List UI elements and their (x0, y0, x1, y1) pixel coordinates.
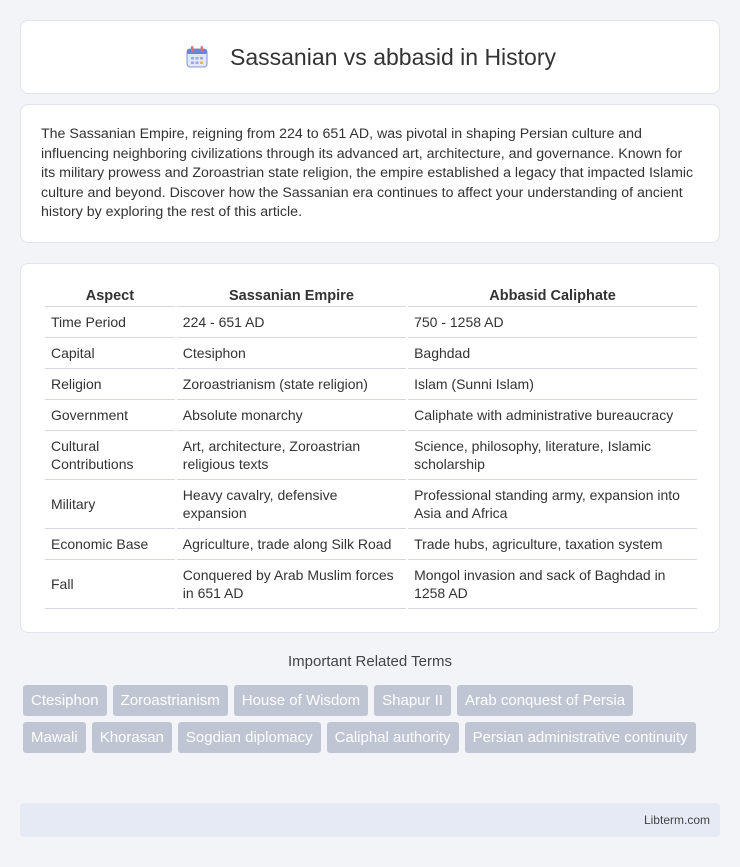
tag-house-of-wisdom[interactable]: House of Wisdom (234, 685, 368, 716)
footer (20, 803, 720, 837)
table-row (45, 480, 697, 529)
header-card (20, 20, 720, 94)
cell-sassanian: Zoroastrianism (state religion) (177, 369, 406, 400)
table-row (45, 369, 697, 400)
table-row (45, 560, 697, 609)
header-abbasid: Abbasid Caliphate (408, 284, 697, 307)
cell-abbasid: Science, philosophy, literature, Islamic scholarship (408, 431, 697, 480)
cell-aspect: Cultural Contributions (45, 431, 175, 480)
cell-sassanian: Agriculture, trade along Silk Road (177, 529, 406, 560)
table-row (45, 338, 697, 369)
cell-aspect: Capital (45, 338, 175, 369)
footer-site-link[interactable]: Libterm.com (643, 813, 710, 827)
table-row (45, 431, 697, 480)
tag-khorasan[interactable]: Khorasan (92, 722, 172, 753)
cell-abbasid: 750 - 1258 AD (408, 307, 697, 338)
page-title: Sassanian vs abbasid in History (230, 43, 556, 70)
tag-shapur-ii[interactable]: Shapur II (374, 685, 451, 716)
calendar-icon (184, 44, 210, 70)
related-terms-title: Important Related Terms (288, 653, 452, 670)
cell-aspect: Government (45, 400, 175, 431)
cell-aspect: Fall (45, 560, 175, 609)
table-row (45, 400, 697, 431)
header-aspect: Aspect (45, 284, 175, 307)
cell-sassanian: 224 - 651 AD (177, 307, 406, 338)
cell-abbasid: Professional standing army, expansion into Asia and Africa (408, 480, 697, 529)
cell-sassanian: Absolute monarchy (177, 400, 406, 431)
tag-ctesiphon[interactable]: Ctesiphon (23, 685, 107, 716)
cell-sassanian: Ctesiphon (177, 338, 406, 369)
cell-sassanian: Conquered by Arab Muslim forces in 651 AD (177, 560, 406, 609)
tag-sogdian-diplomacy[interactable]: Sogdian diplomacy (178, 722, 321, 753)
tag-arab-conquest-of-persia[interactable]: Arab conquest of Persia (457, 685, 633, 716)
tag-mawali[interactable]: Mawali (23, 722, 86, 753)
cell-abbasid: Trade hubs, agriculture, taxation system (408, 529, 697, 560)
tag-caliphal-authority[interactable]: Caliphal authority (327, 722, 459, 753)
table-row (45, 307, 697, 338)
cell-aspect: Economic Base (45, 529, 175, 560)
cell-abbasid: Mongol invasion and sack of Baghdad in 1258 AD (408, 560, 697, 609)
cell-sassanian: Heavy cavalry, defensive expansion (177, 480, 406, 529)
cell-aspect: Military (45, 480, 175, 529)
intro-text: The Sassanian Empire, reigning from 224 to 651 AD, was pivotal in shaping Persian culture and influencing neighboring civilizations through its advanced art, architecture, and governance. Known for its military prowess and Zoroastrian state religion, the empire established a legacy that impacted Islamic culture and beyond. Discover how the Sassanian era continues to affect your understanding of ancient history by exploring the rest of this article. (41, 126, 694, 221)
table-row (45, 529, 697, 560)
cell-abbasid: Islam (Sunni Islam) (408, 369, 697, 400)
comparison-table-card (20, 263, 720, 633)
tag-persian-administrative-continuity[interactable]: Persian administrative continuity (465, 722, 696, 753)
related-terms-list (23, 685, 703, 759)
cell-aspect: Religion (45, 369, 175, 400)
header-sassanian: Sassanian Empire (177, 284, 406, 307)
tag-zoroastrianism[interactable]: Zoroastrianism (113, 685, 228, 716)
comparison-table (43, 284, 699, 609)
cell-abbasid: Caliphate with administrative bureaucracy (408, 400, 697, 431)
intro-card (20, 104, 720, 243)
cell-sassanian: Art, architecture, Zoroastrian religious texts (177, 431, 406, 480)
table-header-row (45, 284, 697, 307)
cell-abbasid: Baghdad (408, 338, 697, 369)
cell-aspect: Time Period (45, 307, 175, 338)
